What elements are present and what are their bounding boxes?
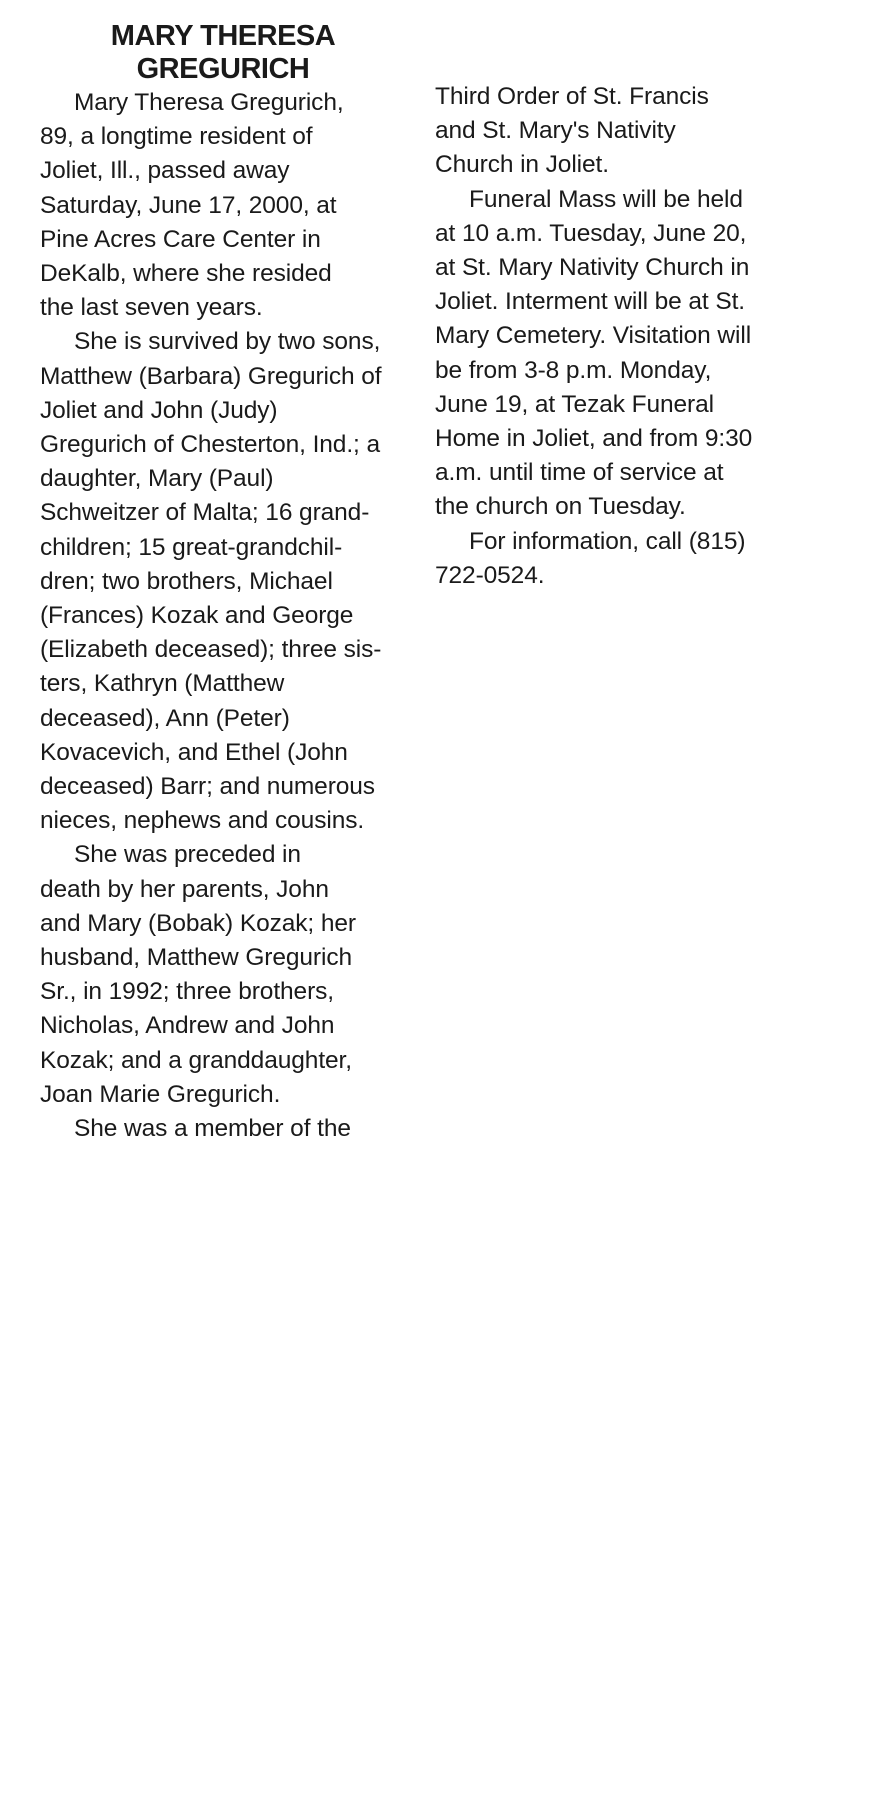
right-column-text-line: Funeral Mass will be held (469, 185, 743, 213)
left-column-text-line: Kovacevich, and Ethel (John (40, 738, 348, 766)
left-column-text-line: Kozak; and a granddaughter, (40, 1046, 352, 1074)
right-column-text-line: be from 3-8 p.m. Monday, (435, 356, 712, 384)
left-column-text-line: Nicholas, Andrew and John (40, 1012, 335, 1040)
right-column-text-line: June 19, at Tezak Funeral (435, 390, 714, 418)
right-column-text-line: and St. Mary's Nativity (435, 117, 676, 145)
left-column-text-line: the last seven years. (40, 294, 263, 322)
right-column-text-line: Joliet. Interment will be at St. (435, 288, 745, 316)
headline-line-2: GREGURICH (136, 53, 310, 85)
left-column-text-line: Gregurich of Chesterton, Ind.; a (40, 431, 380, 459)
right-column-text-line: Church in Joliet. (435, 151, 609, 179)
left-column-text-line: Mary Theresa Gregurich, (74, 89, 344, 116)
right-column-text-line: Mary Cemetery. Visitation will (435, 322, 752, 350)
right-column-text-line: at St. Mary Nativity Church in (435, 254, 750, 282)
left-column-text-line: Joliet and John (Judy) (40, 396, 278, 424)
left-column-text-line: She is survived by two sons, (74, 328, 381, 356)
left-column-text-line: 89, a longtime resident of (40, 123, 313, 151)
left-column-text-line: DeKalb, where she resided (40, 260, 332, 288)
left-column-text-line: Schweitzer of Malta; 16 grand- (40, 499, 370, 527)
left-column-text-line: death by her parents, John (40, 875, 329, 903)
left-column-text-line: She was a member of the (74, 1115, 351, 1143)
right-column-text-line: 722-0524. (435, 561, 545, 589)
left-column-text-line: (Elizabeth deceased); three sis- (40, 636, 382, 664)
left-column-text-line: Joliet, Ill., passed away (40, 157, 290, 185)
left-column-text-line: Matthew (Barbara) Gregurich of (40, 362, 382, 390)
left-text-column (40, 86, 420, 1146)
right-column-text-line: For information, call (815) (469, 527, 746, 555)
left-column-text-line: Joan Marie Gregurich. (40, 1080, 281, 1108)
left-column-text-line: Sr., in 1992; three brothers, (40, 978, 334, 1006)
left-column-text-line: deceased) Barr; and numerous (40, 773, 375, 801)
right-column-text-line: the church on Tuesday. (435, 493, 686, 521)
left-column-text-line: She was preceded in (74, 841, 301, 869)
left-column-text-line: children; 15 great-grandchil- (40, 533, 343, 561)
left-column-text-line: dren; two brothers, Michael (40, 567, 333, 595)
right-text-column (435, 80, 815, 593)
obituary-headline (38, 20, 408, 86)
left-column-text-line: (Frances) Kozak and George (40, 602, 354, 630)
left-column-text-line: ters, Kathryn (Matthew (40, 670, 285, 698)
left-column-text-line: husband, Matthew Gregurich (40, 944, 352, 972)
left-column-text-line: and Mary (Bobak) Kozak; her (40, 909, 356, 937)
right-column-text-line: at 10 a.m. Tuesday, June 20, (435, 219, 747, 247)
headline-line-1: MARY THERESA (110, 20, 336, 52)
left-column-text-line: daughter, Mary (Paul) (40, 465, 274, 493)
left-column-text-line: Pine Acres Care Center in (40, 225, 321, 253)
right-column-text-line: Third Order of St. Francis (435, 83, 709, 110)
left-column-text-line: deceased), Ann (Peter) (40, 704, 290, 732)
left-column-text-line: Saturday, June 17, 2000, at (40, 191, 337, 219)
left-column-text-line: nieces, nephews and cousins. (40, 807, 365, 835)
right-column-text-line: a.m. until time of service at (435, 459, 724, 487)
right-column-text-line: Home in Joliet, and from 9:30 (435, 425, 753, 453)
